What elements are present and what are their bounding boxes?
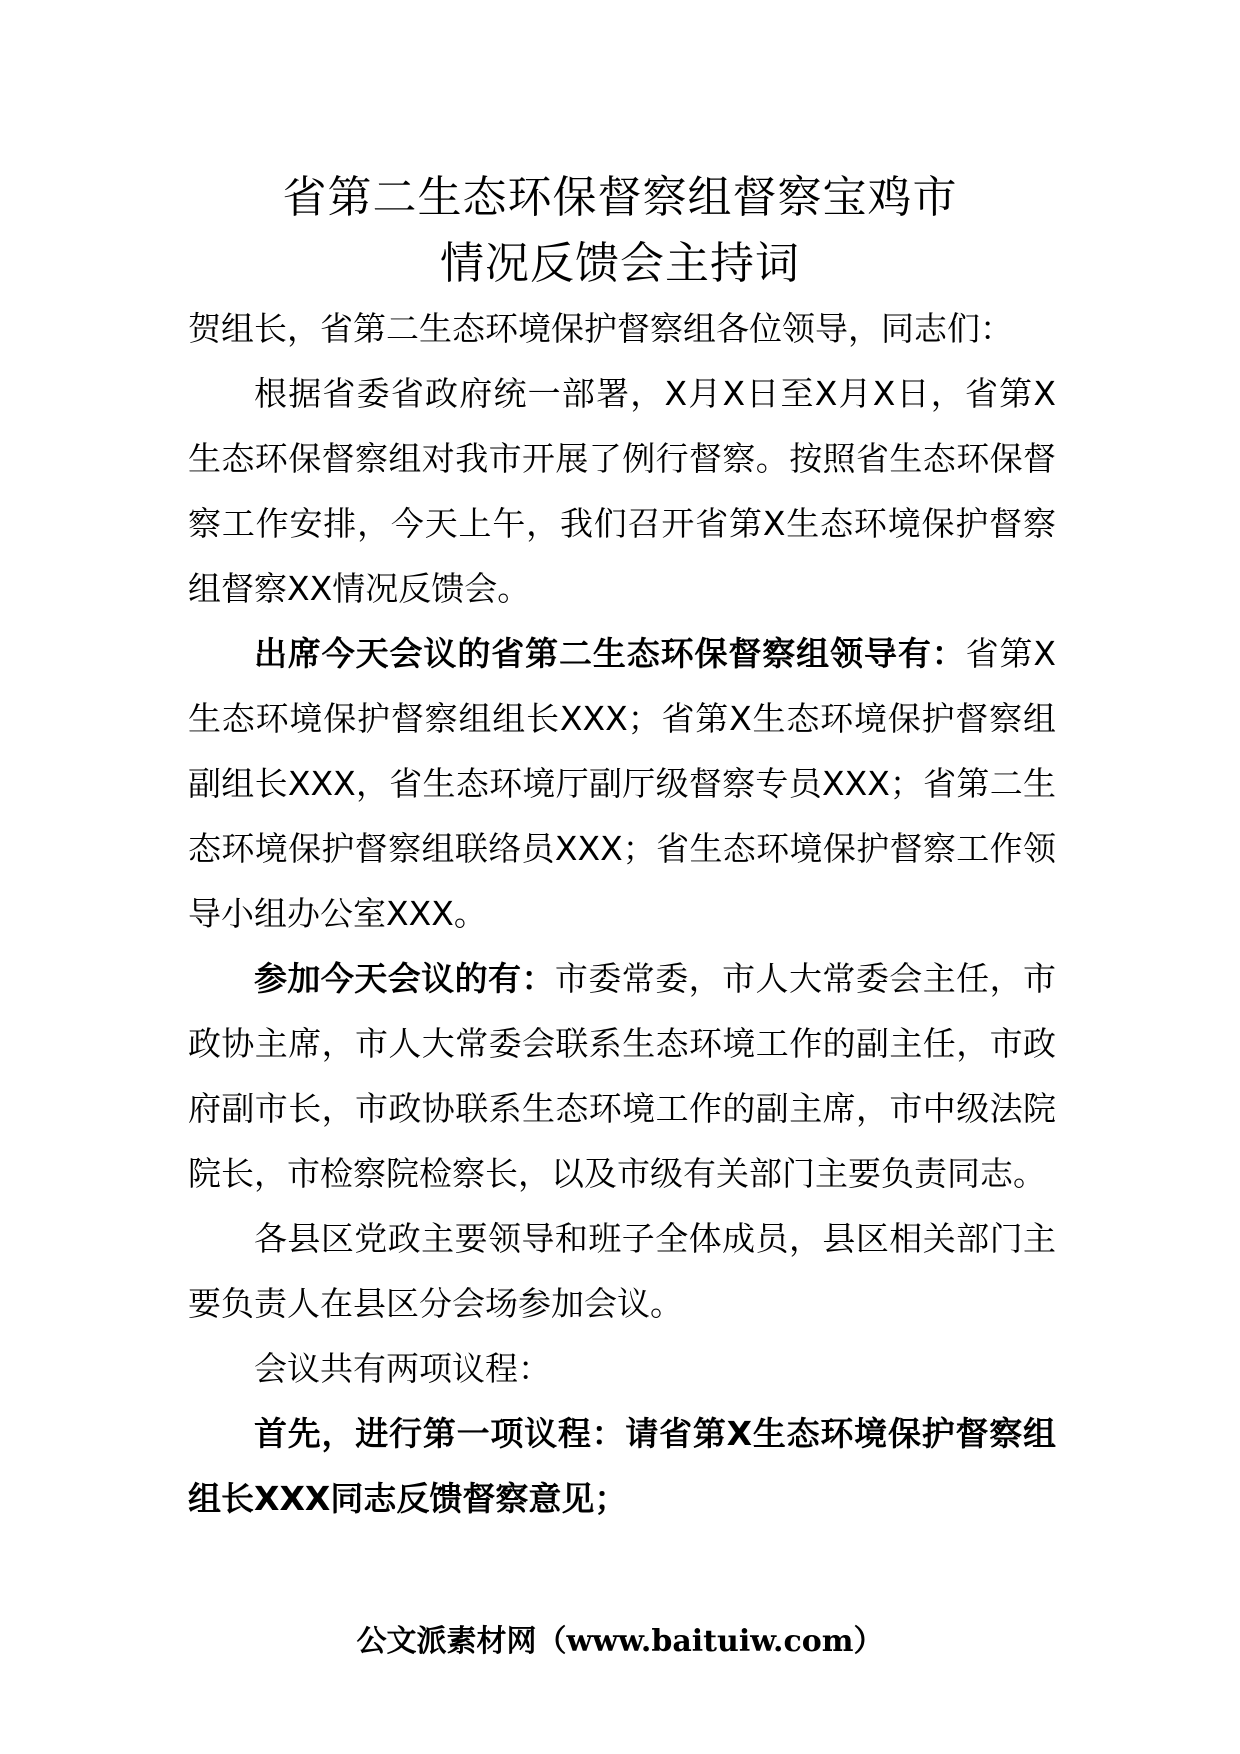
salutation: 贺组长，省第二生态环境保护督察组各位领导，同志们： [188, 309, 1013, 348]
paragraph-attending-leaders [188, 621, 1056, 946]
document-title-line-1: 省第二生态环保督察组督察宝鸡市 [282, 172, 958, 223]
paragraph-county-venues: 各县区党政主要领导和班子全体成员，县区相关部门主要负责人在县区分会场参加会议。 [188, 1219, 1056, 1323]
paragraph-agenda-intro: 会议共有两项议程： [254, 1349, 551, 1388]
paragraph-lead-bold: 出席今天会议的省第二生态环保督察组领导有： [254, 634, 966, 673]
paragraph-agenda-item-1: 首先，进行第一项议程：请省第X生态环境保护督察组组长XXX同志反馈督察意见； [188, 1414, 1056, 1518]
paragraph-participants [188, 946, 1056, 1206]
paragraph-text: 市委常委，市人大常委会主任，市政协主席，市人大常委会联系生态环境工作的副主任，市政府副市长，市政协联系生态环境工作的副主席，市中级法院院长，市检察院检察长，以及市级有关部门主要负责同志。 [188, 959, 1057, 1193]
document-body [188, 296, 1056, 1531]
paragraph-text: 省第X生态环境保护督察组组长XXX；省第X生态环境保护督察组副组长XXX，省生态环境厅副厅级督察专员XXX；省第二生态环境保护督察组联络员XXX；省生态环境保护督察工作领导小组办公室XXX。 [188, 634, 1057, 933]
paragraph-lead-bold: 参加今天会议的有： [254, 959, 555, 998]
footer-watermark: 公文派素材网（www.baituiw.com） [356, 1624, 884, 1659]
document-title-line-2: 情况反馈会主持词 [440, 238, 800, 289]
paragraph-schedule: 根据省委省政府统一部署，X月X日至X月X日，省第X生态环保督察组对我市开展了例行督察。按照省生态环保督察工作安排，今天上午，我们召开省第X生态环境保护督察组督察XX情况反馈会。 [188, 374, 1056, 608]
